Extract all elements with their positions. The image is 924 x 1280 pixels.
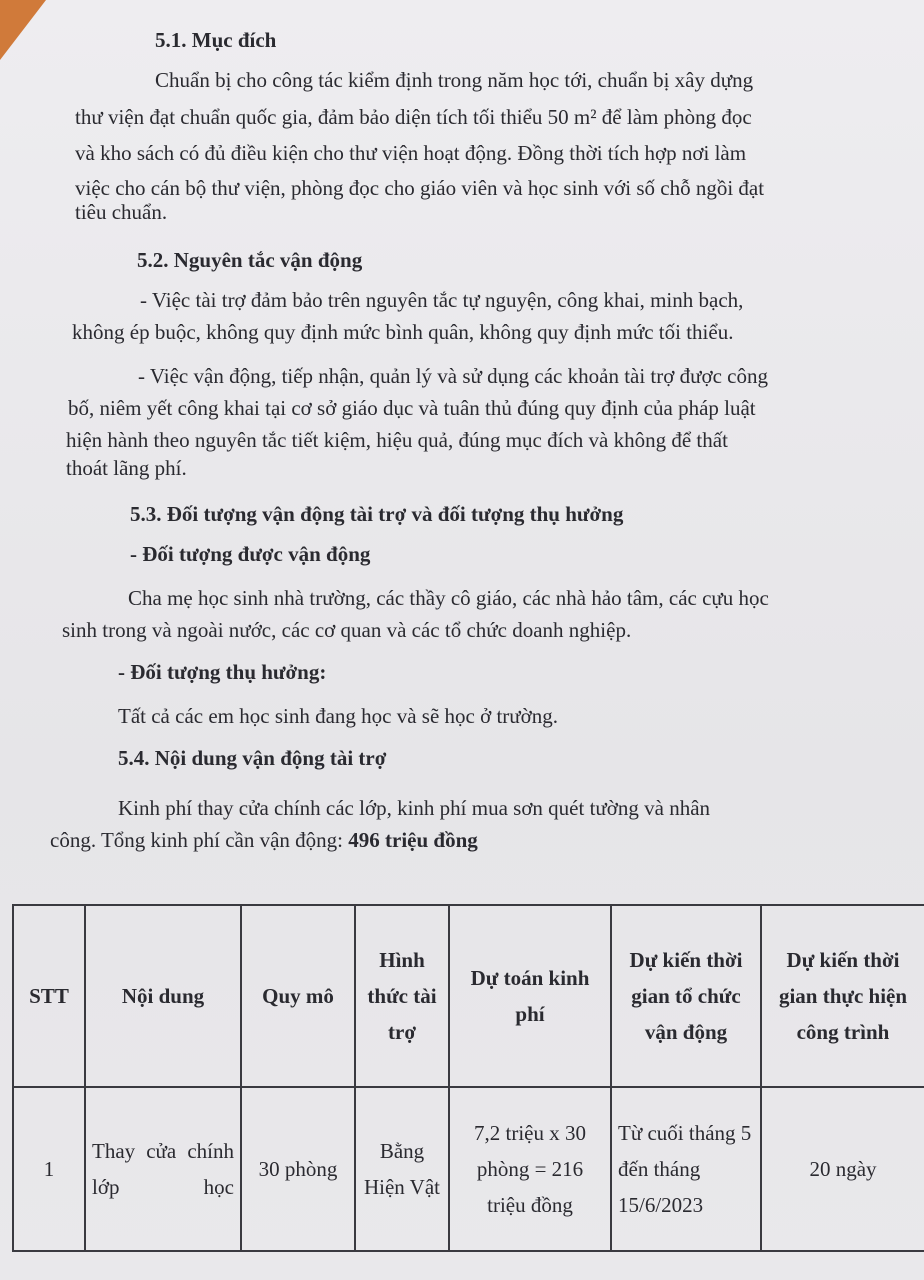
cell-quy-mo: 30 phòng [241,1087,355,1251]
paragraph-line: không ép buộc, không quy định mức bình quân, không quy định mức tối thiểu. [72,320,734,344]
page-corner-decoration [0,0,46,60]
paragraph-line: tiêu chuẩn. [75,200,168,224]
header-quy-mo: Quy mô [241,905,355,1087]
cell-hinh-thuc: Bằng Hiện Vật [355,1087,449,1251]
header-hinh-thuc: Hình thức tài trợ [355,905,449,1087]
cell-du-toan: 7,2 triệu x 30 phòng = 216 triệu đồng [449,1087,611,1251]
paragraph-line: công. Tổng kinh phí cần vận động: 496 triệu đồng [50,828,478,852]
heading-5-3: 5.3. Đối tượng vận động tài trợ và đối tượng thụ hưởng [130,502,624,526]
cell-tg-van-dong: Từ cuối tháng 5 đến tháng 15/6/2023 [611,1087,761,1251]
header-tg-thuc-hien: Dự kiến thời gian thực hiện công trình [761,905,924,1087]
heading-5-4: 5.4. Nội dung vận động tài trợ [118,746,387,770]
table-header-row [13,905,924,1087]
cell-tg-thuc-hien: 20 ngày [761,1087,924,1251]
paragraph-line: thoát lãng phí. [66,456,187,480]
paragraph-line: Kinh phí thay cửa chính các lớp, kinh phí mua sơn quét tường và nhân [118,796,711,820]
heading-5-1: 5.1. Mục đích [155,28,277,52]
cell-stt: 1 [13,1087,85,1251]
paragraph-line: hiện hành theo nguyên tắc tiết kiệm, hiệu quả, đúng mục đích và không để thất [66,428,728,452]
paragraph-line: bố, niêm yết công khai tại cơ sở giáo dục và tuân thủ đúng quy định của pháp luật [68,396,756,420]
heading-5-2: 5.2. Nguyên tắc vận động [137,248,363,272]
total-amount: 496 triệu đồng [348,828,478,852]
subheading-doi-tuong-van-dong: - Đối tượng được vận động [130,542,371,566]
paragraph-line: thư viện đạt chuẩn quốc gia, đảm bảo diện tích tối thiểu 50 m² để làm phòng đọc [75,105,752,129]
header-tg-van-dong: Dự kiến thời gian tổ chức vận động [611,905,761,1087]
paragraph-line: việc cho cán bộ thư viện, phòng đọc cho giáo viên và học sinh với số chỗ ngồi đạt [75,176,765,200]
budget-table [12,904,924,1252]
paragraph-line: - Việc tài trợ đảm bảo trên nguyên tắc tự nguyện, công khai, minh bạch, [140,288,744,312]
paragraph-line: Tất cả các em học sinh đang học và sẽ học ở trường. [118,704,559,728]
header-stt: STT [13,905,85,1087]
paragraph-line: Cha mẹ học sinh nhà trường, các thầy cô giáo, các nhà hảo tâm, các cựu học [128,586,769,610]
paragraph-line: Chuẩn bị cho công tác kiểm định trong năm học tới, chuẩn bị xây dựng [155,68,754,92]
header-du-toan: Dự toán kinh phí [449,905,611,1087]
table-row [13,1087,924,1251]
paragraph-line: và kho sách có đủ điều kiện cho thư viện hoạt động. Đồng thời tích hợp nơi làm [75,141,747,165]
paragraph-line: sinh trong và ngoài nước, các cơ quan và các tổ chức doanh nghiệp. [62,618,632,642]
header-noi-dung: Nội dung [85,905,241,1087]
paragraph-line: - Việc vận động, tiếp nhận, quản lý và sử dụng các khoản tài trợ được công [138,364,768,388]
cell-noi-dung: Thay cửa chính lớp học [85,1087,241,1251]
subheading-doi-tuong-thu-huong: - Đối tượng thụ hưởng: [118,660,327,684]
